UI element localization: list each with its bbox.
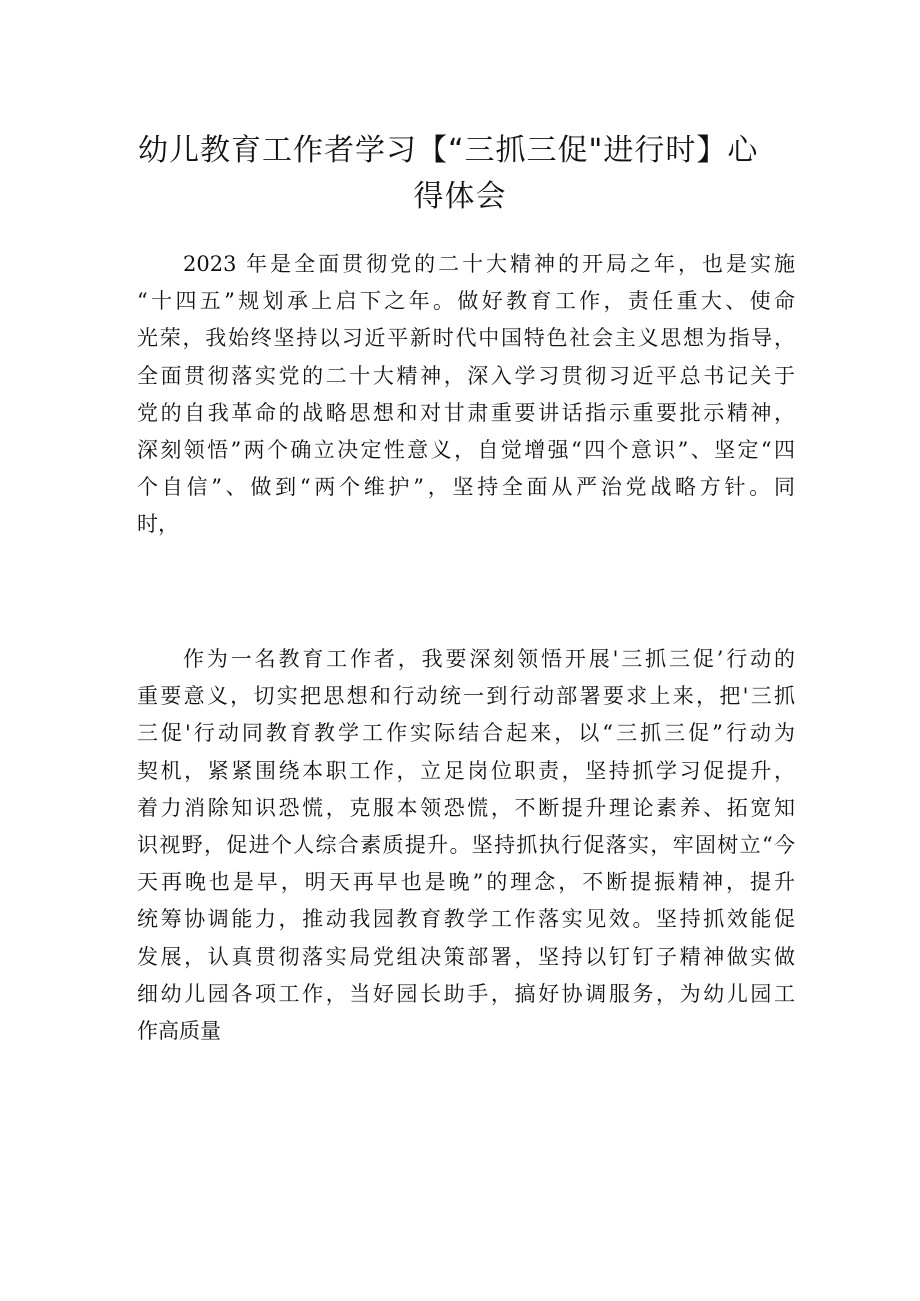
paragraph-2 <box>137 641 795 1050</box>
paragraph-line: 识视野，促进个人综合素质提升。坚持抓执行促落实，牢固树立“今 <box>137 833 795 858</box>
title-line-2: 得体会 <box>413 179 507 214</box>
paragraph-1 <box>137 246 795 544</box>
paragraph-line: 统筹协调能力，推动我园教育教学工作落实见效。坚持抓效能促 <box>137 907 795 932</box>
document-title <box>120 128 800 220</box>
paragraph-line: 个自信”、做到“两个维护”，坚持全面从严治党战略方针。同 <box>137 475 795 500</box>
paragraph-line: 2023 年是全面贯彻党的二十大精神的开局之年，也是实施 <box>183 252 795 276</box>
paragraph-line: 重要意义，切实把思想和行动统一到行动部署要求上来，把'三抓 <box>137 684 795 709</box>
paragraph-line: 深刻领悟”两个确立决定性意义，自觉增强“四个意识”、坚定“四 <box>137 438 795 463</box>
paragraph-line: 全面贯彻落实党的二十大精神，深入学习贯彻习近平总书记关于 <box>137 363 795 388</box>
paragraph-line: 三促'行动同教育教学工作实际结合起来，以“三抓三促”行动为 <box>137 721 795 746</box>
paragraph-line: 时， <box>137 512 179 537</box>
paragraph-line: 作高质量 <box>137 1019 221 1044</box>
paragraph-line: 光荣，我始终坚持以习近平新时代中国特色社会主义思想为指导， <box>137 326 795 351</box>
paragraph-line: 细幼儿园各项工作，当好园长助手，搞好协调服务，为幼儿园工 <box>137 981 795 1006</box>
paragraph-line: “十四五”规划承上启下之年。做好教育工作，责任重大、使命 <box>137 289 795 314</box>
paragraph-line: 发展，认真贯彻落实局党组决策部署，坚持以钉钉子精神做实做 <box>137 944 795 969</box>
paragraph-line: 作为一名教育工作者，我要深刻领悟开展'三抓三促’行动的 <box>183 647 795 671</box>
title-line-1: 幼儿教育工作者学习【“三抓三促"进行时】心 <box>138 133 759 168</box>
paragraph-line: 党的自我革命的战略思想和对甘肃重要讲话指示重要批示精神， <box>137 400 795 425</box>
paragraph-line: 着力消除知识恐慌，克服本领恐慌，不断提升理论素养、拓宽知 <box>137 795 795 820</box>
paragraph-line: 天再晚也是早，明天再早也是晚”的理念，不断提振精神，提升 <box>137 870 795 895</box>
paragraph-line: 契机，紧紧围绕本职工作，立足岗位职责，坚持抓学习促提升， <box>137 758 795 783</box>
